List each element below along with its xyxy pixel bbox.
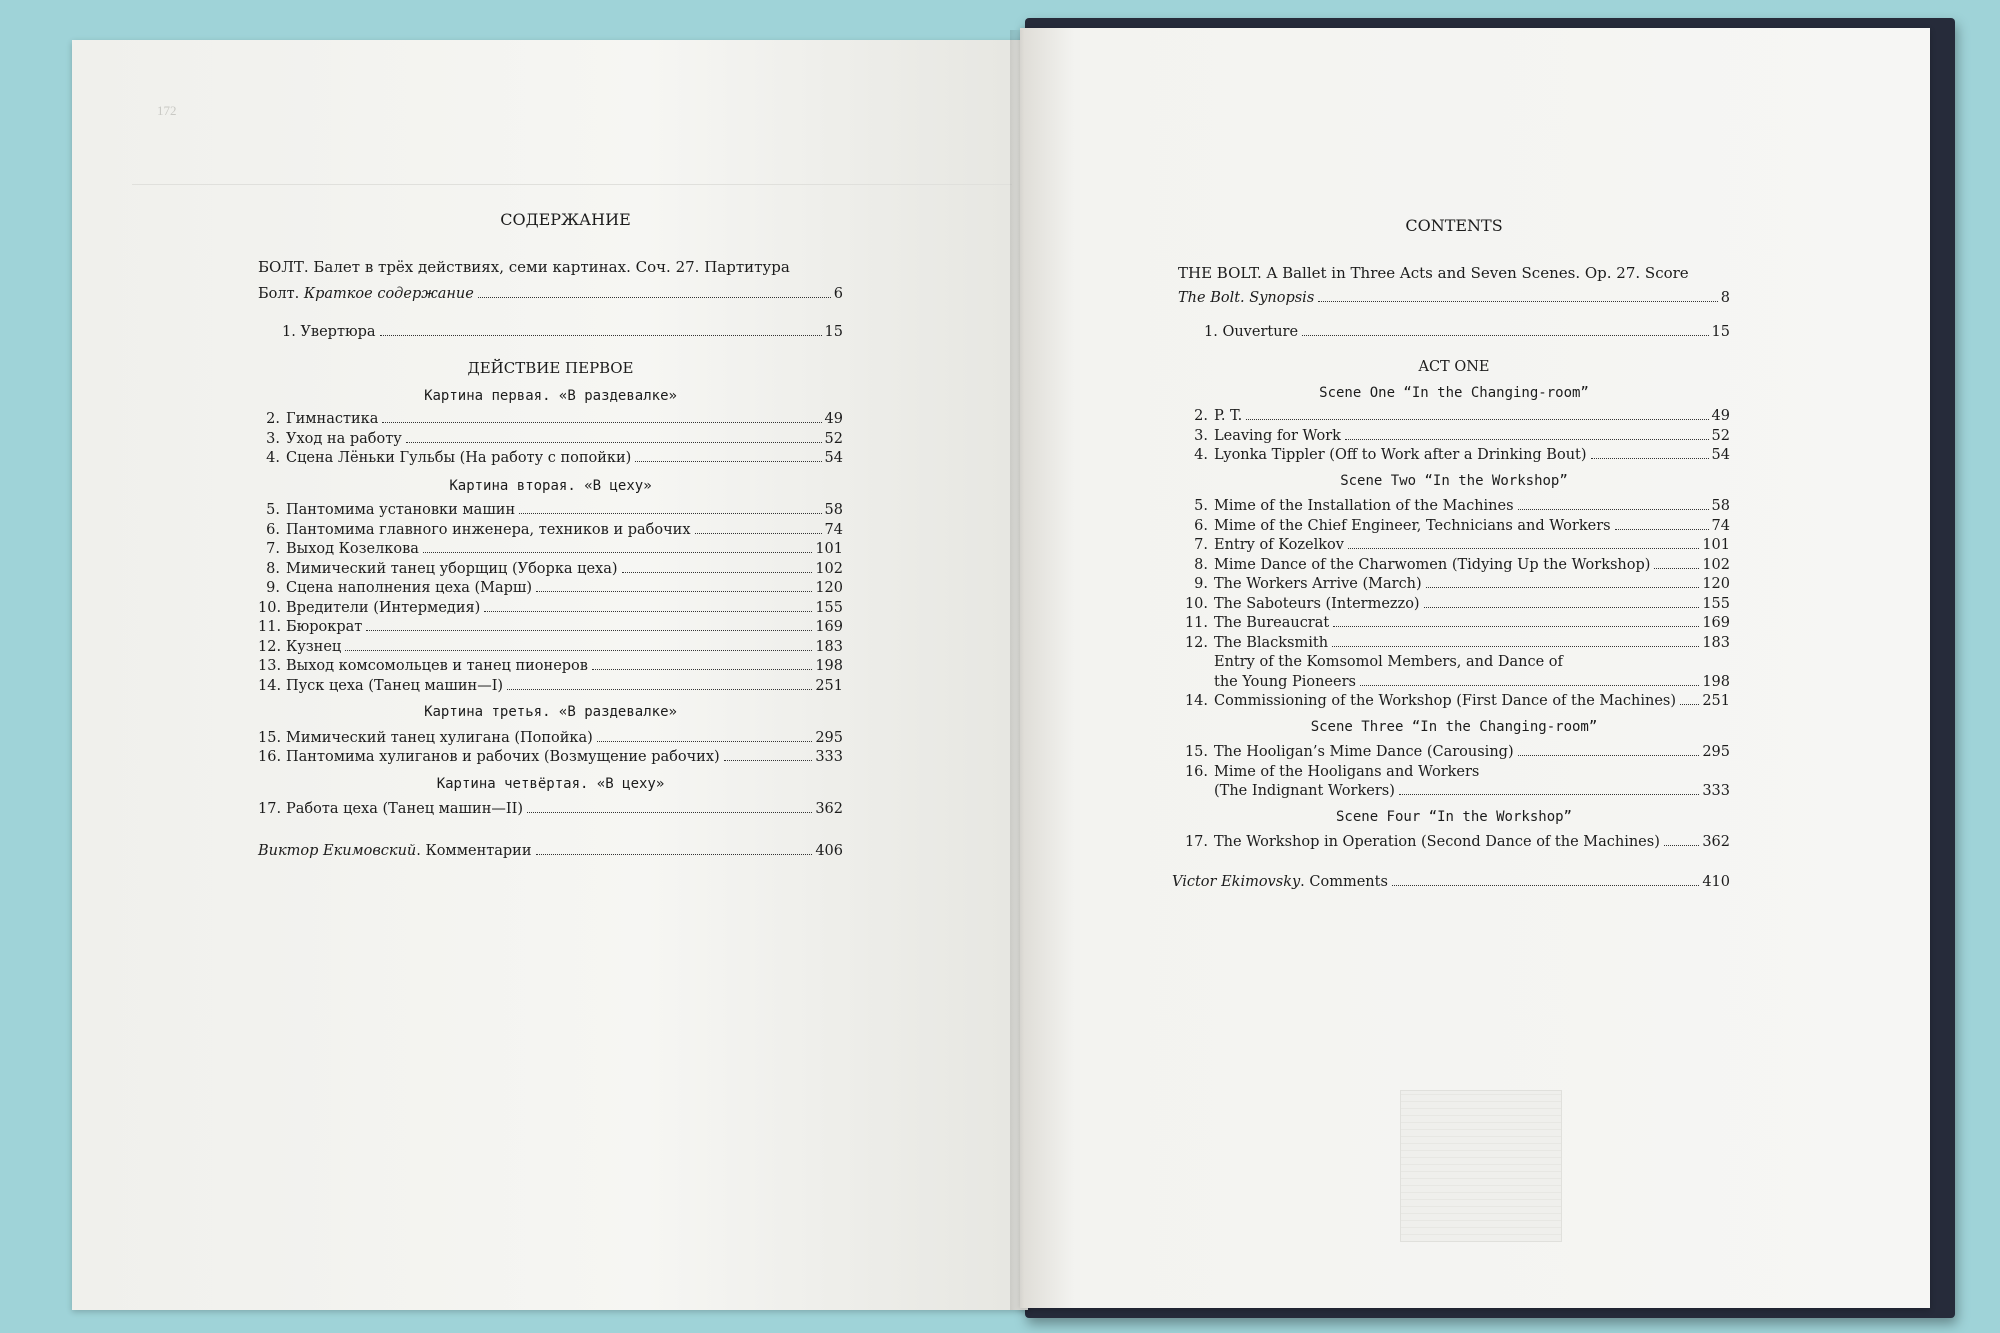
entry-page: 183 [1702, 634, 1730, 651]
left-scene3-list [258, 729, 843, 768]
right-scene1-list [1178, 407, 1730, 466]
entry-title: Бюрократ [286, 619, 363, 635]
left-scene3-heading: Картина третья. «В раздевалке» [424, 704, 677, 720]
right-synopsis[interactable]: The Bolt. Synopsis 8 [1178, 290, 1730, 306]
right-toc-entry[interactable] [1178, 614, 1730, 634]
entry-page: 58 [1711, 498, 1730, 514]
entry-page: 295 [815, 729, 843, 746]
leader-dots [1333, 626, 1699, 627]
entry-page: 120 [1702, 576, 1730, 592]
entry-title: Entry of Kozelkov [1214, 537, 1344, 553]
leader-dots [1332, 646, 1699, 647]
entry-page: 102 [815, 560, 843, 577]
right-toc-entry[interactable] [1178, 427, 1730, 447]
leader-dots [592, 669, 812, 670]
entry-number: 3. [1194, 427, 1208, 444]
entry-page: 74 [1711, 517, 1730, 534]
leader-dots [423, 552, 812, 553]
entry-number: 10. [258, 599, 282, 616]
left-act-one: ДЕЙСТВИЕ ПЕРВОЕ [467, 359, 634, 377]
entry-number: 12. [258, 638, 282, 655]
left-synopsis[interactable]: Болт. Краткое содержание 6 [258, 286, 843, 302]
entry-page: 49 [1711, 408, 1730, 424]
right-scene2-list [1178, 497, 1730, 653]
entry-number: 9. [1194, 576, 1208, 592]
entry-page: 333 [815, 749, 843, 765]
entry-number: 2. [1194, 408, 1208, 424]
entry-number: 15. [258, 729, 282, 746]
left-toc-entry[interactable] [258, 449, 843, 469]
entry-page: 251 [815, 677, 843, 694]
entry-page: 101 [815, 541, 843, 557]
entry-page: 183 [815, 638, 843, 655]
entry-number: 4. [1194, 447, 1208, 463]
leader-dots [622, 572, 813, 573]
right-item15[interactable]: 15. The Hooligan’s Mime Dance (Carousing) 295 [1184, 744, 1730, 760]
left-toc-entry[interactable] [258, 410, 843, 430]
right-scene2-heading: Scene Two “In the Workshop” [1340, 472, 1568, 489]
leader-dots [695, 533, 822, 534]
entry-number: 16. [258, 749, 282, 765]
left-toc-entry[interactable] [258, 800, 843, 820]
left-toc-entry[interactable] [258, 501, 843, 521]
left-scene2-heading: Картина вторая. «В цеху» [449, 477, 652, 494]
entry-number: 8. [266, 560, 280, 577]
entry-title: Работа цеха (Танец машин—II) [286, 801, 523, 817]
entry-title: The Workers Arrive (March) [1214, 576, 1422, 592]
entry-page: 169 [815, 619, 843, 635]
right-toc-entry[interactable] [1178, 556, 1730, 576]
right-item13-line1: Entry of the Komsomol Members, and Dance of [1214, 654, 1563, 670]
leader-dots [345, 650, 812, 651]
right-overture[interactable]: 1. Ouverture 15 [1204, 323, 1730, 340]
right-item16-line1: 16. Mime of the Hooligans and Workers [1184, 763, 1480, 780]
leader-dots [484, 611, 812, 612]
right-toc-entry[interactable] [1178, 517, 1730, 537]
entry-title: Вредители (Интермедия) [286, 599, 481, 616]
right-scene1-heading: Scene One “In the Changing-room” [1319, 384, 1589, 401]
entry-page: 54 [824, 450, 843, 466]
left-toc-entry[interactable] [258, 677, 843, 697]
entry-page: 169 [1702, 615, 1730, 631]
entry-page: 52 [824, 430, 843, 447]
entry-page: 74 [824, 521, 843, 538]
leader-dots [507, 689, 812, 690]
right-toc-entry[interactable] [1178, 595, 1730, 615]
right-toc-entry[interactable] [1178, 497, 1730, 517]
right-item14[interactable]: 14. Commissioning of the Workshop (First Dance of the Machines) 251 [1184, 693, 1730, 709]
left-toc [258, 210, 843, 861]
right-item17[interactable]: 17. The Workshop in Operation (Second Dance of the Machines) 362 [1184, 834, 1730, 850]
right-comments[interactable]: Victor Ekimovsky. Comments 410 [1172, 873, 1730, 890]
left-toc-entry[interactable] [258, 729, 843, 749]
entry-page: 54 [1711, 447, 1730, 463]
entry-number: 2. [266, 411, 280, 427]
leader-dots [527, 812, 812, 813]
entry-number: 13. [258, 658, 282, 674]
entry-number: 11. [1184, 615, 1208, 631]
entry-title: Кузнец [286, 638, 342, 655]
leader-dots [635, 461, 821, 462]
right-toc-entry[interactable] [1178, 407, 1730, 427]
right-item16[interactable]: (The Indignant Workers) 333 [1214, 783, 1730, 799]
entry-title: Mime of the Installation of the Machines [1214, 498, 1514, 514]
entry-title: Пантомима главного инженера, техников и рабочих [286, 521, 691, 538]
right-toc-entry[interactable] [1178, 446, 1730, 466]
entry-page: 58 [824, 502, 843, 518]
left-toc-entry[interactable] [258, 657, 843, 677]
leader-dots [406, 442, 822, 443]
entry-title: The Saboteurs (Intermezzo) [1214, 595, 1420, 612]
entry-title: Мимический танец хулигана (Попойка) [286, 729, 593, 746]
left-toc-entry[interactable] [258, 748, 843, 768]
leader-dots [1348, 548, 1699, 549]
entry-title: Гимнастика [286, 411, 379, 427]
entry-number: 9. [266, 580, 280, 596]
entry-number: 4. [266, 450, 280, 466]
entry-number: 7. [1194, 537, 1208, 553]
right-scene3-heading: Scene Three “In the Changing-room” [1310, 718, 1598, 735]
left-toc-entry[interactable] [258, 618, 843, 638]
right-toc-entry[interactable] [1178, 634, 1730, 654]
leader-dots [1345, 439, 1709, 440]
entry-number: 6. [266, 521, 280, 538]
entry-number: 10. [1184, 595, 1208, 612]
left-scene4-heading: Картина четвёртая. «В цеху» [436, 775, 665, 792]
left-toc-entry[interactable] [258, 521, 843, 541]
entry-title: Уход на работу [286, 430, 402, 447]
entry-page: 155 [1702, 595, 1730, 612]
entry-number: 8. [1194, 556, 1208, 573]
left-toc-entry[interactable] [258, 599, 843, 619]
leader-dots [1426, 587, 1700, 588]
right-toc [1172, 216, 1730, 892]
left-overture[interactable]: 1. Увертюра 15 [282, 323, 843, 340]
entry-page: 52 [1711, 427, 1730, 444]
entry-title: Mime Dance of the Charwomen (Tidying Up the Workshop) [1214, 556, 1651, 573]
left-comments[interactable]: Виктор Екимовский. Комментарии 406 [258, 842, 843, 859]
leader-dots [382, 422, 821, 423]
entry-title: P. T. [1214, 408, 1243, 424]
right-title: CONTENTS [1405, 216, 1503, 235]
entry-title: Мимический танец уборщиц (Уборка цеха) [286, 560, 618, 577]
leader-dots [1246, 419, 1708, 420]
entry-title: Выход комсомольцев и танец пионеров [286, 658, 588, 674]
entry-title: Сцена Лёньки Гульбы (На работу с попойки) [286, 450, 632, 466]
entry-page: 155 [815, 599, 843, 616]
leader-dots [597, 741, 813, 742]
right-item13[interactable]: the Young Pioneers 198 [1214, 673, 1730, 690]
entry-title: Leaving for Work [1214, 427, 1341, 444]
leader-dots [1591, 458, 1709, 459]
leader-dots [519, 513, 821, 514]
entry-title: Пантомима хулиганов и рабочих (Возмущение рабочих) [286, 749, 720, 765]
entry-number: 17. [258, 801, 282, 817]
entry-page: 102 [1702, 556, 1730, 573]
leader-dots [366, 630, 812, 631]
entry-title: Mime of the Chief Engineer, Technicians and Workers [1214, 517, 1611, 534]
entry-number: 5. [1194, 498, 1208, 514]
leader-dots [1518, 509, 1709, 510]
book-spine [1010, 30, 1034, 1310]
right-act-one: ACT ONE [1418, 359, 1490, 375]
leader-dots [1424, 607, 1700, 608]
left-title: СОДЕРЖАНИЕ [500, 210, 631, 229]
left-work-line: БОЛТ. Балет в трёх действиях, семи картинах. Соч. 27. Партитура [258, 257, 790, 276]
entry-page: 49 [824, 411, 843, 427]
entry-title: The Blacksmith [1214, 634, 1329, 651]
entry-page: 101 [1702, 537, 1730, 553]
entry-number: 12. [1184, 634, 1208, 651]
left-scene4-list [258, 800, 843, 820]
entry-title: Сцена наполнения цеха (Марш) [286, 580, 533, 596]
right-toc-entry[interactable] [1178, 575, 1730, 595]
leader-dots [1615, 529, 1709, 530]
entry-number: 11. [258, 619, 282, 635]
left-toc-entry[interactable] [258, 560, 843, 580]
entry-title: The Bureaucrat [1214, 615, 1330, 631]
leader-dots [1654, 568, 1699, 569]
page-number: 172 [157, 103, 177, 118]
entry-number: 6. [1194, 517, 1208, 534]
entry-number: 7. [266, 541, 280, 557]
left-scene1-heading: Картина первая. «В раздевалке» [424, 387, 677, 404]
entry-page: 120 [815, 580, 843, 596]
left-toc-entry[interactable] [258, 638, 843, 658]
entry-number: 3. [266, 430, 280, 447]
leader-dots [536, 591, 812, 592]
left-toc-entry[interactable] [258, 540, 843, 560]
left-scene1-list [258, 410, 843, 469]
publisher-imprint-bleed [1400, 1090, 1562, 1242]
entry-title: Пантомима установки машин [286, 502, 516, 518]
left-toc-entry[interactable] [258, 430, 843, 450]
entry-title: Lyonka Tippler (Off to Work after a Drinking Bout) [1214, 447, 1587, 463]
leader-dots [724, 760, 813, 761]
right-work-line: THE BOLT. A Ballet in Three Acts and Seven Scenes. Op. 27. Score [1178, 263, 1689, 282]
right-scene4-heading: Scene Four “In the Workshop” [1335, 808, 1572, 825]
entry-number: 14. [258, 677, 282, 694]
right-toc-entry[interactable] [1178, 536, 1730, 556]
left-toc-entry[interactable] [258, 579, 843, 599]
left-scene2-list [258, 501, 843, 696]
entry-title: Выход Козелкова [286, 541, 419, 557]
entry-page: 362 [815, 801, 843, 817]
entry-page: 198 [815, 658, 843, 674]
entry-number: 5. [266, 502, 280, 518]
entry-title: Пуск цеха (Танец машин—I) [286, 677, 504, 694]
